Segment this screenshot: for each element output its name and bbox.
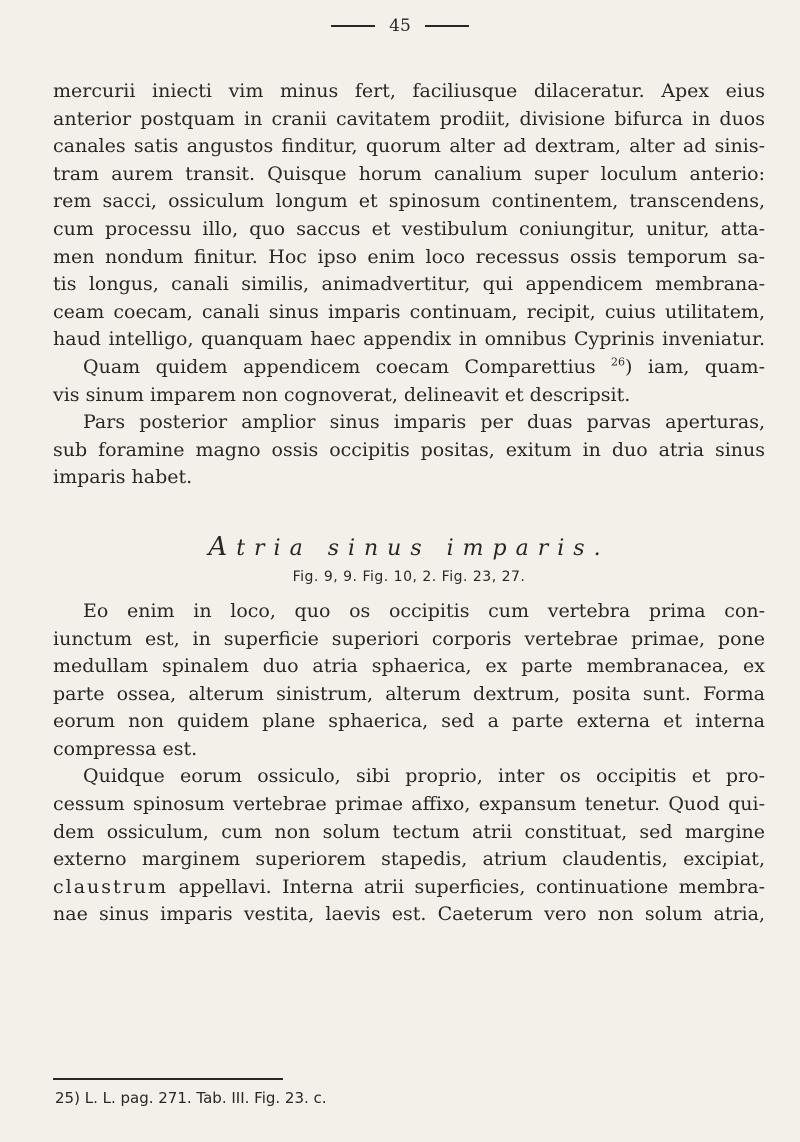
body-text	[53, 78, 765, 929]
figure-references: Fig. 9, 9. Fig. 10, 2. Fig. 23, 27.	[292, 568, 526, 585]
text-line: Quam quidem appendicem coecam Comparettius $^{26}$) iam, quam-	[83, 355, 765, 378]
claustrum-term: claustrum	[53, 875, 169, 898]
footnote-rule	[53, 1078, 283, 1080]
header-rule-right	[425, 25, 469, 27]
text-segment: iam, quam-	[647, 355, 765, 378]
paragraph-4	[53, 763, 765, 929]
section-title-rest: tria sinus imparis.	[236, 535, 610, 561]
text-line: anterior postquam in cranii cavitatem prodiit, divisione bifurca in duos	[53, 107, 765, 130]
text-line: imparis habet.	[53, 466, 193, 489]
section-title	[53, 531, 765, 564]
text-line: canales satis angustos finditur, quorum alter ad dextram, alter ad sinis-	[53, 135, 765, 158]
section-title-initial: A	[208, 531, 237, 562]
page-number: 45	[389, 16, 411, 36]
text-line: haud intelligo, quanquam haec appendix in omnibus Cyprinis inveniatur.	[53, 328, 765, 351]
text-line: Pars posterior amplior sinus imparis per duas parvas aperturas,	[83, 411, 765, 434]
text-line: cessum spinosum vertebrae primae affixo, expansum tenetur. Quod qui-	[53, 793, 765, 816]
paragraph-2	[53, 409, 765, 492]
text-line: ceam coecam, canali sinus imparis continuam, recipit, cuius utilitatem,	[53, 300, 765, 323]
footnote-ref: 26	[611, 355, 626, 369]
text-line: sub foramine magno ossis occipitis positas, exitum in duo atria sinus	[53, 438, 765, 461]
text-line	[53, 874, 765, 902]
text-segment: Quam quidem appendicem coecam Comparettius	[83, 355, 596, 378]
text-line: Quidque eorum ossiculo, sibi proprio, inter os occipitis et pro-	[83, 765, 765, 788]
text-line: tram aurem transit. Quisque horum canalium super loculum anterio:	[53, 162, 765, 185]
text-line: Eo enim in loco, quo os occipitis cum vertebra prima con-	[83, 599, 765, 622]
text-line: rem sacci, ossiculum longum et spinosum continentem, transcendens,	[53, 190, 765, 213]
page-header	[0, 6, 800, 46]
text-segment: appellavi. Interna atrii superficies, continuatione membra-	[178, 875, 766, 898]
text-line: cum processu illo, quo saccus et vestibulum coniungitur, unitur, atta-	[53, 217, 765, 240]
text-line: mercurii iniecti vim minus fert, faciliusque dilaceratur. Apex eius	[53, 80, 765, 102]
header-rule-left	[331, 25, 375, 27]
text-line: eorum non quidem plane sphaerica, sed a parte externa et interna	[53, 710, 765, 733]
text-line: tis longus, canali similis, animadvertitur, qui appendicem membrana-	[53, 273, 765, 296]
paragraph-1	[53, 78, 765, 409]
text-line: parte ossea, alterum sinistrum, alterum dextrum, posita sunt. Forma	[53, 682, 765, 705]
paragraph-3	[53, 598, 765, 764]
text-line: externo marginem superiorem stapedis, atrium claudentis, excipiat,	[53, 848, 765, 871]
text-line: men nondum finitur. Hoc ipso enim loco recessus ossis temporum sa-	[53, 245, 765, 268]
text-line: compressa est.	[53, 737, 198, 760]
footnote: 25) L. L. pag. 271. Tab. III. Fig. 23. c.	[55, 1089, 327, 1107]
text-line: dem ossiculum, cum non solum tectum atrii constituat, sed margine	[53, 820, 765, 843]
text-line: nae sinus imparis vestita, laevis est. Caeterum vero non solum atria,	[53, 903, 765, 926]
text-line: medullam spinalem duo atria sphaerica, ex parte membranacea, ex	[53, 655, 765, 678]
text-line: iunctum est, in superficie superiori corporis vertebrae primae, pone	[53, 627, 765, 650]
text-line: vis sinum imparem non cognoverat, delineavit et descripsit.	[53, 383, 631, 406]
